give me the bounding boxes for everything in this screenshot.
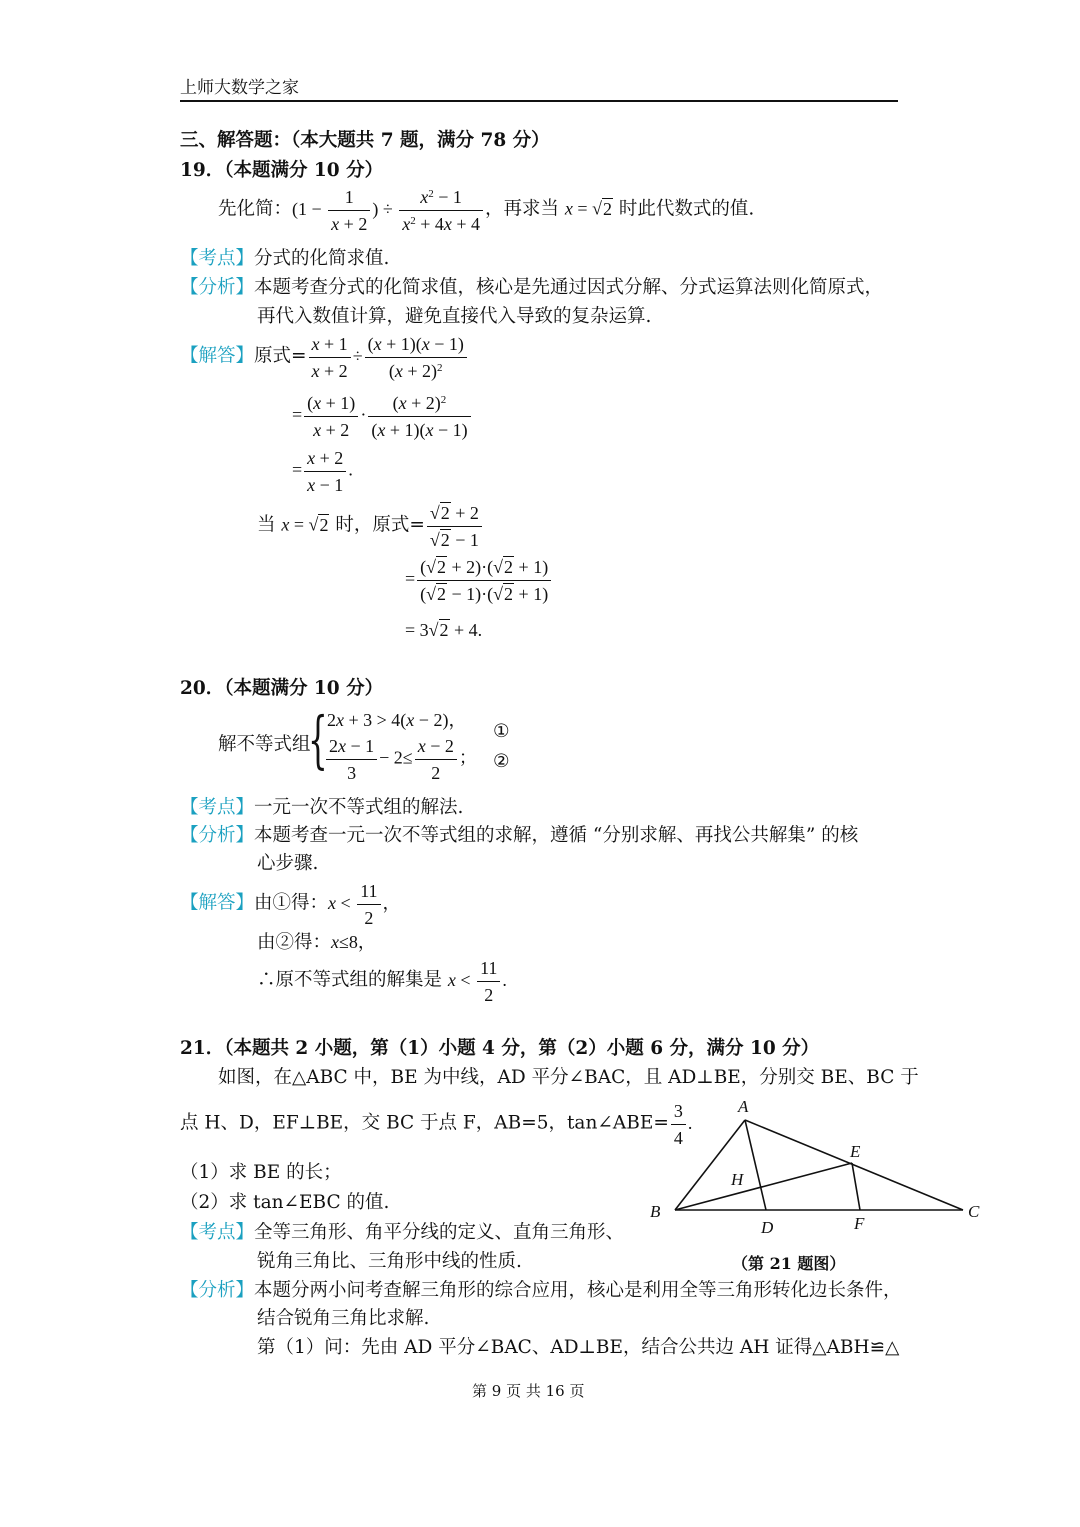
q21-kaodian [180, 1220, 624, 1246]
label-a: A [738, 1097, 749, 1116]
jieda-tag: 【解答】 [180, 892, 255, 914]
q19-jieda-line6: = 3√2 + 4. [405, 620, 483, 640]
q19-prompt-mid: ，再求当 [485, 198, 560, 220]
q20-fenxi-line1: 本题考查一元一次不等式组的求解，遵循 “分别求解、再找公共解集” 的核 [254, 825, 859, 846]
q20-fenxi [180, 823, 858, 849]
label-d: D [761, 1218, 774, 1237]
label-h: H [731, 1170, 744, 1189]
q19-kaodian [180, 246, 389, 272]
figure-caption: （第 21 题图） [732, 1254, 846, 1273]
q19-kaodian-text: 分式的化简求值. [254, 248, 390, 269]
q20-step1: 由①得： [254, 892, 329, 914]
q20-jieda-line2: 由②得：x≤8， [257, 932, 376, 953]
q20-ineq1: 2x + 3 > 4(x − 2)， [327, 710, 467, 730]
kaodian-tag: 【考点】 [180, 248, 255, 269]
segment-be [675, 1163, 852, 1210]
q20-jieda-line3: ∴原不等式组的解集是 x < $\frac{11}{2}$ . [257, 958, 507, 1005]
q19-shi: 时，原式= [335, 514, 425, 536]
q20-kaodian [180, 795, 463, 821]
q21-fenxi-line1: 本题分两小问考查解三角形的综合应用，核心是利用全等三角形转化边长条件， [254, 1280, 902, 1301]
section-title: 三、解答题：（本大题共 7 题，满分 78 分） [180, 130, 550, 151]
kaodian-tag: 【考点】 [180, 797, 255, 818]
segment-ac [745, 1120, 963, 1210]
q19-jieda-line4: 当 x = √2 时，原式= $\frac{√2 + 2}{√2 - 1}$ [257, 502, 484, 551]
segment-ab [675, 1120, 745, 1210]
q21-kaodian-line1: 全等三角形、角平分线的定义、直角三角形、 [254, 1222, 625, 1243]
q19-prompt: 先化简：(1 − $\frac{1}{x + 2}$ ) ÷ $\frac{x^2 - 1}{x^2 + 4x + 4}$ ，再求当 x = √2 时此代数式的值. [218, 187, 755, 234]
q20-step2: 由②得： [257, 932, 332, 953]
label-e: E [850, 1142, 861, 1161]
q19-fenxi-line1: 本题考查分式的化简求值，核心是先通过因式分解、分式运算法则化简原式， [254, 277, 884, 298]
kaodian-tag: 【考点】 [180, 1222, 255, 1243]
q20-jieda-line1: 【解答】由①得：x < $\frac{11}{2}$ ， [180, 881, 401, 928]
q19-number: 19．（本题满分 10 分） [180, 160, 384, 181]
q19-dang: 当 [257, 514, 276, 536]
label-f: F [854, 1214, 865, 1233]
segment-ad [745, 1120, 766, 1210]
q20-step3: ∴原不等式组的解集是 [257, 969, 443, 991]
q19-jieda-line2: = $\frac{(x + 1)}{x + 2}$ · $\frac{(x + 2)^2}{(x + 1)(x - 1)}$ [292, 392, 473, 441]
q20-number: 20．（本题满分 10 分） [180, 678, 384, 699]
q20-prompt: 解不等式组 [218, 734, 311, 755]
q21-prompt-line2-text: 点 H、D，EF⊥BE，交 BC 于点 F，AB=5，tan∠ABE= [180, 1112, 669, 1134]
q19-jieda-line5: = $\frac{(√2 + 2)\cdot(√2 + 1)}{(√2 - 1)\cdot(√2 + 1)}$ [405, 556, 553, 605]
q20-circle2: ② [493, 751, 510, 772]
q21-sub1: （1）求 BE 的长； [180, 1162, 342, 1183]
q21-prompt-line1: 如图，在△ABC 中，BE 为中线，AD 平分∠BAC，且 AD⊥BE，分别交 BE、BC 于 [218, 1067, 919, 1088]
q21-fenxi-line3: 第（1）问：先由 AD 平分∠BAC、AD⊥BE，结合公共边 AH 证得△ABH≌△ [257, 1337, 900, 1358]
q20-ineq2: $\frac{2x - 1}{3}$ − 2≤ $\frac{x - 2}{2}$ ； [324, 735, 477, 784]
header-title: 上师大数学之家 [180, 78, 299, 98]
q21-fenxi-line2: 结合锐角三角比求解. [257, 1308, 430, 1329]
q20-kaodian-text: 一元一次不等式组的解法. [254, 797, 464, 818]
jieda-tag: 【解答】 [180, 345, 255, 367]
q20-circle1: ① [493, 721, 510, 742]
q21-number: 21．（本题共 2 小题，第（1）小题 4 分，第（2）小题 6 分，满分 10 分） [180, 1038, 820, 1059]
label-c: C [968, 1202, 980, 1221]
q19-jieda-line3: = $\frac{x + 2}{x - 1}$ . [292, 448, 353, 495]
q19-jieda-line1: 【解答】原式= $\frac{x + 1}{x + 2}$ ÷ $\frac{(x + 1)(x - 1)}{(x + 2)^2}$ [180, 333, 469, 382]
q19-prompt-lead: 先化简： [218, 198, 293, 220]
fenxi-tag: 【分析】 [180, 825, 255, 846]
fenxi-tag: 【分析】 [180, 277, 255, 298]
q20-fenxi-line2: 心步骤. [257, 853, 319, 874]
q21-kaodian-line2: 锐角三角比、三角形中线的性质. [257, 1251, 522, 1272]
q19-fenxi [180, 275, 883, 301]
q19-prompt-tail: 时此代数式的值. [618, 198, 755, 220]
segment-ef [852, 1163, 860, 1210]
q21-sub2: （2）求 tan∠EBC 的值. [180, 1192, 390, 1213]
q19-fenxi-line2: 再代入数值计算，避免直接代入导致的复杂运算. [257, 306, 652, 327]
q20-brace: { [308, 703, 328, 776]
fenxi-tag: 【分析】 [180, 1280, 255, 1301]
page-footer: 第 9 页 共 16 页 [472, 1382, 585, 1400]
q19-yuanshi: 原式= [254, 345, 307, 367]
q21-prompt-line2: 点 H、D，EF⊥BE，交 BC 于点 F，AB=5，tan∠ABE= $\frac{3}{4}$ . [180, 1101, 693, 1148]
header-rule [180, 100, 898, 102]
q21-fenxi [180, 1278, 902, 1304]
label-b: B [650, 1202, 661, 1221]
